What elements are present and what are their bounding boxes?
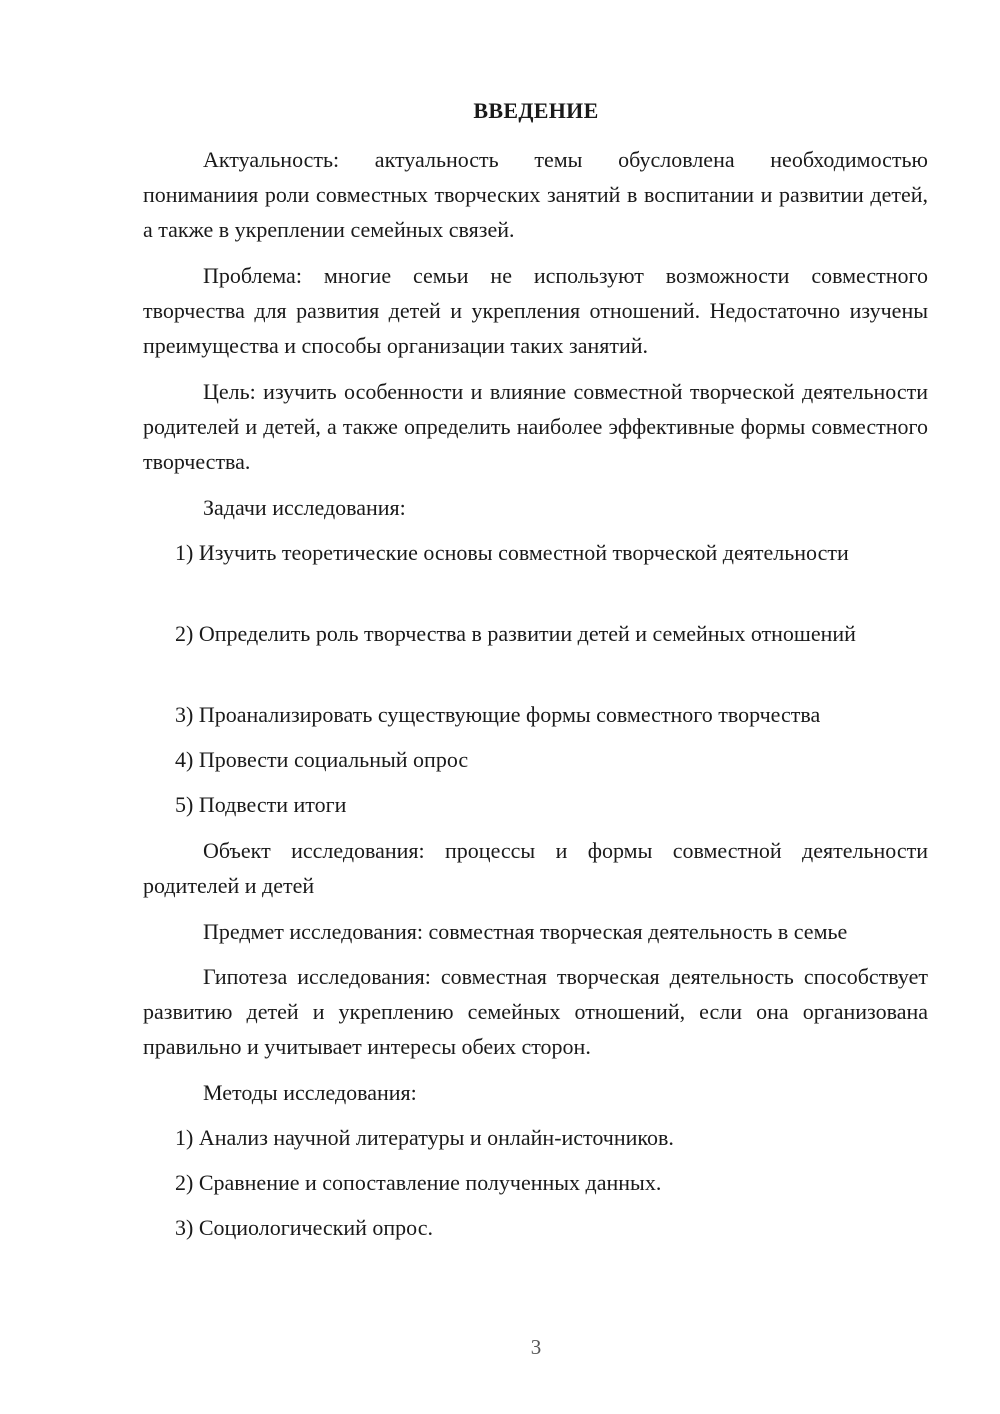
paragraph-subject: Предмет исследования: совместная творческая деятельность в семье	[203, 919, 848, 944]
list-item-task-5: 5) Подвести итоги	[175, 792, 347, 817]
paragraph-problem: Проблема: многие семьи не используют возможности совместного творчества для развития детей и укрепления отношений. Недостаточно изучены преимущества и способы организации таких занятий.	[143, 263, 928, 358]
paragraph-hypothesis: Гипотеза исследования: совместная творческая деятельность способствует развитию детей и укреплению семейных отношений, если она организована правильно и учитывает интересы обеих сторон.	[143, 964, 928, 1059]
list-item-task-3: 3) Проанализировать существующие формы совместного творчества	[175, 702, 821, 727]
list-item-task-1: 1) Изучить теоретические основы совместной творческой деятельности	[175, 540, 849, 565]
paragraph-methods-heading: Методы исследования:	[203, 1080, 417, 1105]
paragraph-object: Объект исследования: процессы и формы совместной деятельности родителей и детей	[143, 838, 928, 898]
list-item-task-4: 4) Провести социальный опрос	[175, 747, 469, 772]
paragraph-tasks-heading: Задачи исследования:	[203, 495, 406, 520]
list-item-method-2: 2) Сравнение и сопоставление полученных данных.	[175, 1170, 662, 1195]
list-item-task-2: 2) Определить роль творчества в развитии детей и семейных отношений	[175, 621, 856, 646]
paragraph-goal: Цель: изучить особенности и влияние совместной творческой деятельности родителей и детей, а также определить наиболее эффективные формы совместного творчества.	[143, 379, 928, 474]
page-number: 3	[530, 1335, 542, 1359]
list-item-method-1: 1) Анализ научной литературы и онлайн-источников.	[175, 1125, 674, 1150]
page-title: ВВЕДЕНИЕ	[473, 98, 599, 123]
list-item-method-3: 3) Социологический опрос.	[175, 1215, 433, 1240]
paragraph-relevance: Актуальность: актуальность темы обусловлена необходимостью пониманиия роли совместных творческих занятий в воспитании и развитии детей, а также в укреплении семейных связей.	[143, 147, 928, 242]
